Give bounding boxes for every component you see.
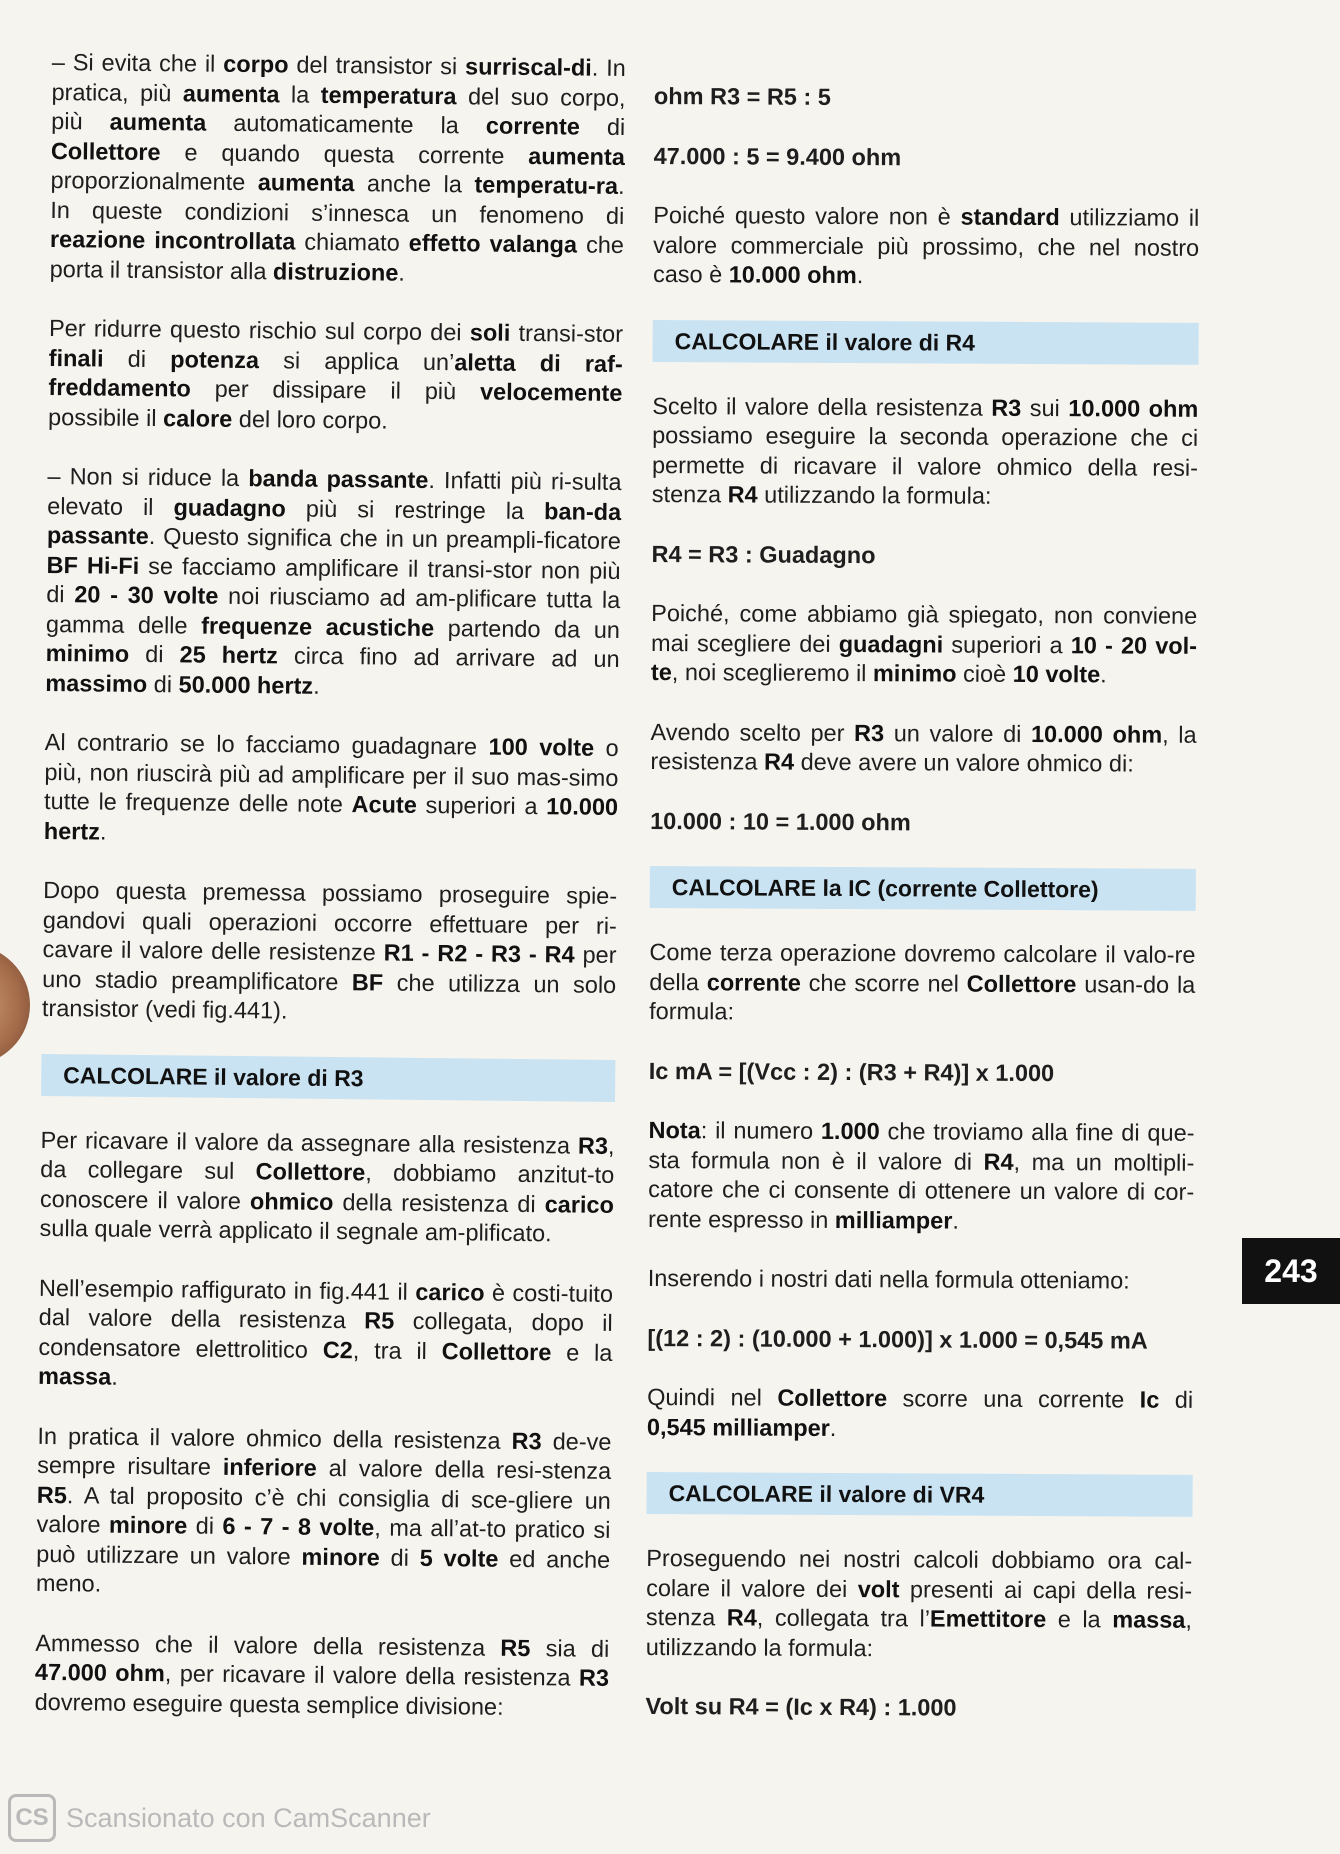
- heading-calcolare-vr4: CALCOLARE il valore di VR4: [647, 1472, 1193, 1517]
- page-number: 243: [1242, 1238, 1340, 1304]
- paragraph-nota: Nota: il numero 1.000 che troviamo alla fine di que-sta formula non è il valore di R4, ma un moltipli-catore che ci consente di ottenere un valore di cor-rente espresso in milliamper.: [647, 1116, 1195, 1234]
- paragraph-load: Per ricavare il valore da assegnare alla resistenza R3, da collegare sul Collettore, dobbiamo anzitut-to conoscere il valore ohmico della resistenza di carico sulla quale verrà applicato il segnale am-plificato.: [39, 1126, 615, 1247]
- formula-r4: R4 = R3 : Guadagno: [651, 540, 876, 568]
- paragraph-ic-result: Quindi nel Collettore scorre una corrente Ic di 0,545 milliamper.: [646, 1383, 1194, 1441]
- paragraph-second-operation: Scelto il valore della resistenza R3 sui 10.000 ohm possiamo eseguire la seconda operazione che ci permette di ricavare il valore ohmico della resi-stenza R4 utilizzando la formula:: [651, 392, 1199, 509]
- paragraph-third-operation: Come terza operazione dovremo calcolare il valo-re della corrente che scorre nel Collettore usan-do la formula:: [649, 938, 1196, 1025]
- paragraph-example: Nell’esempio raffigurato in fig.441 il carico è costi-tuito dal valore della resistenza R5 collegata, dopo il condensatore elettrolitico C2, tra il Collettore e la massa.: [37, 1274, 614, 1390]
- paragraph-gain-choice: Poiché, come abbiamo già spiegato, non conviene mai scegliere dei guadagni superiori a 10 - 20 vol-te, noi sceglieremo il minimo cioè 10 volte.: [650, 599, 1198, 688]
- heading-calcolare-r4: CALCOLARE il valore di R4: [653, 319, 1199, 364]
- formula-r4-result: 10.000 : 10 = 1.000 ohm: [650, 807, 911, 835]
- paragraph-inserting-data: Inserendo i nostri dati nella formula otteniamo:: [647, 1264, 1130, 1294]
- paragraph-vr4: Proseguendo nei nostri calcoli dobbiamo ora cal-colare il valore dei volt presenti ai capi della resi-stenza R4, collegata tra l’Emettitore e la massa, utilizzando la formula:: [645, 1544, 1193, 1661]
- watermark-text: Scansionato con CamScanner: [66, 1802, 431, 1833]
- paragraph-bandwidth: – Non si riduce la banda passante. Infatti più ri-sulta elevato il guadagno più si restringe la ban-da passante. Questo significa che in un preampli-ficatore BF Hi-Fi se facciamo amplificare il transi-stor non più di 20 - 30 volte noi riusciamo ad am-plificare tutta la gamma delle frequenze acustiche partendo da un minimo di 25 hertz circa fino ad arrivare ad un massimo di 50.000 hertz.: [45, 462, 622, 699]
- formula-r3-result: 47.000 : 5 = 9.400 ohm: [653, 142, 902, 170]
- formula-vr4: Volt su R4 = (Ic x R4) : 1.000: [645, 1692, 957, 1721]
- paragraph-standard-value: Poiché questo valore non è standard utilizziamo il valore commerciale più prossimo, che nel nostro caso è 10.000 ohm.: [652, 201, 1200, 289]
- paragraph-premise: Dopo questa premessa possiamo proseguire spie-gandovi quali operazioni occorre effettuare per ri-cavare il valore delle resistenze R1 - R2 - R3 - R4 per uno stadio preamplificatore BF che utilizza un solo transistor (vedi fig.441).: [41, 876, 618, 1024]
- paragraph-high-gain: Al contrario se lo facciamo guadagnare 100 volte o più, non riuscirà più ad amplificare per il suo mas-simo tutte le frequenze delle note Acute superiori a 10.000 hertz.: [43, 728, 619, 845]
- paragraph-heatsink: Per ridurre questo rischio sul corpo dei soli transi-stor finali di potenza si applica un’aletta di raf-freddamento per dissipare il più velocemente possibile il calore del loro corpo.: [48, 314, 624, 434]
- paragraph-r4-value: Avendo scelto per R3 un valore di 10.000 ohm, la resistenza R4 deve avere un valore ohmico di:: [650, 718, 1197, 777]
- formula-r3: ohm R3 = R5 : 5: [653, 82, 831, 110]
- left-column: [34, 48, 626, 1753]
- formula-ic-result: [(12 : 2) : (10.000 + 1.000)] x 1.000 = 0,545 mA: [647, 1324, 1148, 1354]
- heading-calcolare-r3: CALCOLARE il valore di R3: [41, 1053, 615, 1101]
- camscanner-logo-icon: CS: [8, 1794, 56, 1842]
- camscanner-watermark: [8, 1790, 431, 1846]
- heading-calcolare-ic: CALCOLARE la IC (corrente Collettore): [650, 866, 1196, 911]
- paragraph-division: Ammesso che il valore della resistenza R5 sia di 47.000 ohm, per ricavare il valore della resistenza R3 dovremo eseguire questa semplice divisione:: [34, 1629, 610, 1720]
- thumb-edge: [0, 945, 30, 1065]
- formula-ic: Ic mA = [(Vcc : 2) : (R3 + R4)] x 1.000: [648, 1057, 1055, 1086]
- paragraph-overheating: – Si evita che il corpo del transistor si surriscal-di. In pratica, più aumenta la temperatura del suo corpo, più aumenta automaticamente la corrente di Collettore e quando questa corrente aumenta proporzionalmente aumenta anche la temperatu-ra. In queste condizioni s’innesca un fenomeno di reazione incontrollata chiamato effetto valanga che porta il transistor alla distruzione.: [49, 48, 626, 286]
- right-column: [645, 82, 1200, 1754]
- paragraph-r3-lower: In pratica il valore ohmico della resistenza R3 de-ve sempre risultare inferiore al valore della resi-stenza R5. A tal proposito c’è chi consiglia di sce-gliere un valore minore di 6 - 7 - 8 volte, ma all’at-to pratico si può utilizzare un valore minore di 5 volte ed anche meno.: [35, 1422, 612, 1597]
